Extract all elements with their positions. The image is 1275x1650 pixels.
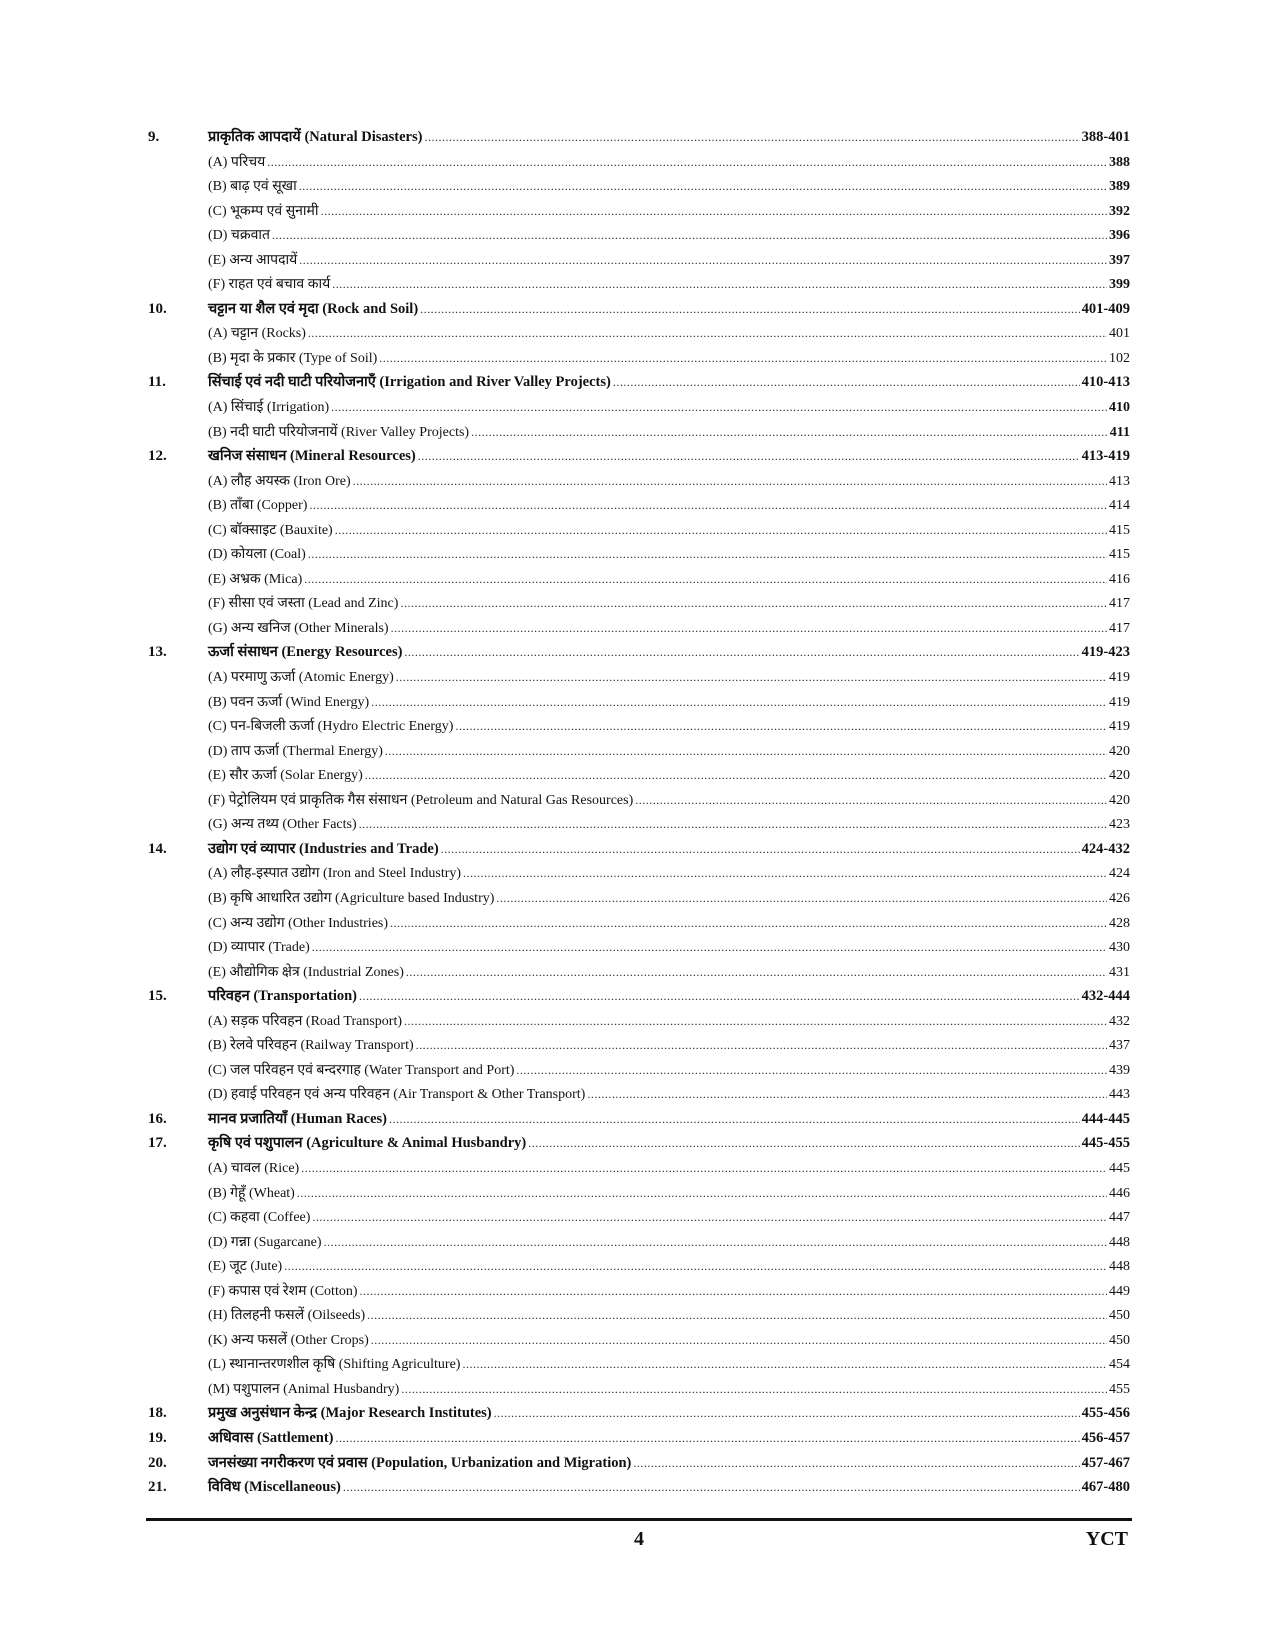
page-range: 448 xyxy=(1109,1259,1130,1275)
toc-section-row xyxy=(148,1033,1130,1058)
toc-section-row xyxy=(148,1205,1130,1230)
chapter-number: 10. xyxy=(148,300,167,317)
brand-mark: YCT xyxy=(1085,1528,1128,1550)
dot-leader xyxy=(587,1082,1107,1107)
toc-section-row xyxy=(148,1254,1130,1279)
toc-section-row xyxy=(148,199,1130,224)
page-range: 445-455 xyxy=(1081,1135,1130,1152)
dot-leader xyxy=(613,370,1080,395)
toc-section-row xyxy=(148,911,1130,936)
chapter-number: 20. xyxy=(148,1454,167,1471)
page-range: 420 xyxy=(1109,768,1130,784)
section-title: (F) सीसा एवं जस्ता (Lead and Zinc) xyxy=(208,596,399,612)
section-title: (C) भूकम्प एवं सुनामी xyxy=(208,203,319,219)
toc-chapter-row xyxy=(148,1107,1130,1132)
page-range: 413 xyxy=(1109,473,1130,489)
toc-chapter-row xyxy=(148,444,1130,469)
chapter-title: विविध (Miscellaneous) xyxy=(208,1479,341,1496)
section-title: (F) पेट्रोलियम एवं प्राकृतिक गैस संसाधन (Petroleum and Natural Gas Resources) xyxy=(208,792,634,808)
toc-chapter-row xyxy=(148,640,1130,665)
section-title: (A) लौह अयस्क (Iron Ore) xyxy=(208,473,351,489)
toc-chapter-row xyxy=(148,370,1130,395)
dot-leader xyxy=(455,714,1107,739)
toc-section-row xyxy=(148,1009,1130,1034)
section-title: (G) अन्य तथ्य (Other Facts) xyxy=(208,817,357,833)
toc-section-row xyxy=(148,223,1130,248)
toc-section-row xyxy=(148,960,1130,985)
page-range: 430 xyxy=(1109,940,1130,956)
dot-leader xyxy=(360,1279,1108,1304)
page-range: 397 xyxy=(1109,252,1130,268)
dot-leader xyxy=(272,223,1107,248)
toc-section-row xyxy=(148,321,1130,346)
page-range: 457-467 xyxy=(1081,1454,1130,1471)
page-range: 419-423 xyxy=(1081,644,1130,661)
page-range: 420 xyxy=(1109,743,1130,759)
dot-leader xyxy=(299,174,1107,199)
dot-leader xyxy=(389,1107,1080,1132)
page-range: 417 xyxy=(1109,620,1130,636)
page-range: 401-409 xyxy=(1081,300,1130,317)
dot-leader xyxy=(324,1230,1107,1255)
toc-section-row xyxy=(148,788,1130,813)
page-range: 432 xyxy=(1109,1013,1130,1029)
page-range: 424-432 xyxy=(1081,840,1130,857)
page-range: 455 xyxy=(1109,1381,1130,1397)
toc-section-row xyxy=(148,665,1130,690)
chapter-number: 18. xyxy=(148,1405,167,1422)
page-range: 411 xyxy=(1109,424,1130,440)
toc-chapter-row xyxy=(148,1451,1130,1476)
dot-leader xyxy=(312,1205,1107,1230)
section-title: (A) लौह-इस्पात उद्योग (Iron and Steel Industry) xyxy=(208,866,462,882)
dot-leader xyxy=(267,150,1107,175)
dot-leader xyxy=(299,248,1107,273)
dot-leader xyxy=(633,1451,1079,1476)
toc-section-row xyxy=(148,493,1130,518)
toc-section-row xyxy=(148,616,1130,641)
toc-section-row xyxy=(148,174,1130,199)
section-title: (A) चट्टान (Rocks) xyxy=(208,326,306,342)
toc-chapter-row xyxy=(148,1475,1130,1500)
section-title: (A) सिंचाई (Irrigation) xyxy=(208,400,330,416)
dot-leader xyxy=(400,591,1107,616)
toc-section-row xyxy=(148,935,1130,960)
toc-section-row xyxy=(148,469,1130,494)
dot-leader xyxy=(353,469,1107,494)
toc-section-row xyxy=(148,739,1130,764)
dot-leader xyxy=(297,1181,1107,1206)
chapter-number: 14. xyxy=(148,840,167,857)
dot-leader xyxy=(331,395,1107,420)
dot-leader xyxy=(332,272,1107,297)
page-range: 423 xyxy=(1109,817,1130,833)
page-range: 419 xyxy=(1109,670,1130,686)
toc-section-row xyxy=(148,591,1130,616)
section-title: (E) औद्योगिक क्षेत्र (Industrial Zones) xyxy=(208,964,404,980)
page-range: 419 xyxy=(1109,694,1130,710)
dot-leader xyxy=(367,1303,1107,1328)
section-title: (E) जूट (Jute) xyxy=(208,1259,283,1275)
section-title: (A) परिचय xyxy=(208,154,266,170)
section-title: (B) बाढ़ एवं सूखा xyxy=(208,179,297,195)
dot-leader xyxy=(420,297,1079,322)
section-title: (A) सड़क परिवहन (Road Transport) xyxy=(208,1013,402,1029)
dot-leader xyxy=(365,763,1107,788)
page-range: 443 xyxy=(1109,1087,1130,1103)
dot-leader xyxy=(312,935,1107,960)
toc-section-row xyxy=(148,812,1130,837)
chapter-number: 19. xyxy=(148,1429,167,1446)
page-range: 399 xyxy=(1109,277,1130,293)
page-range: 444-445 xyxy=(1081,1110,1130,1127)
dot-leader xyxy=(390,911,1107,936)
page-footer xyxy=(146,1528,1132,1558)
toc-section-row xyxy=(148,346,1130,371)
dot-leader xyxy=(471,420,1108,445)
dot-leader xyxy=(516,1058,1107,1083)
toc-chapter-row xyxy=(148,1426,1130,1451)
toc-section-row xyxy=(148,420,1130,445)
toc-section-row xyxy=(148,763,1130,788)
dot-leader xyxy=(401,1377,1107,1402)
page-range: 388-401 xyxy=(1081,129,1130,145)
chapter-number: 11. xyxy=(148,374,166,391)
toc-section-row xyxy=(148,1181,1130,1206)
dot-leader xyxy=(496,886,1107,911)
dot-leader xyxy=(391,616,1107,641)
chapter-number: 13. xyxy=(148,644,167,661)
page-range: 428 xyxy=(1109,915,1130,931)
toc-section-row xyxy=(148,1058,1130,1083)
section-title: (C) बॉक्साइट (Bauxite) xyxy=(208,522,333,538)
dot-leader xyxy=(385,739,1107,764)
toc-section-row xyxy=(148,1082,1130,1107)
chapter-number: 15. xyxy=(148,988,167,1005)
dot-leader xyxy=(309,493,1107,518)
footer-rule xyxy=(146,1518,1132,1521)
section-title: (E) अन्य आपदायें xyxy=(208,252,298,268)
page-range: 450 xyxy=(1109,1332,1130,1348)
page-range: 448 xyxy=(1109,1234,1130,1250)
page-range: 401 xyxy=(1109,326,1130,342)
chapter-title: उद्योग एवं व्यापार (Industries and Trade) xyxy=(208,840,439,857)
dot-leader xyxy=(424,125,1079,150)
page-range: 449 xyxy=(1109,1283,1130,1299)
toc-section-row xyxy=(148,1156,1130,1181)
toc-section-row xyxy=(148,1377,1130,1402)
toc-chapter-row xyxy=(148,1131,1130,1156)
chapter-number: 9. xyxy=(148,129,160,145)
page-range: 414 xyxy=(1109,498,1130,514)
dot-leader xyxy=(528,1131,1079,1156)
dot-leader xyxy=(308,542,1107,567)
page-range: 424 xyxy=(1109,866,1130,882)
chapter-number: 17. xyxy=(148,1135,167,1152)
page-range: 450 xyxy=(1109,1308,1130,1324)
page-range: 446 xyxy=(1109,1185,1130,1201)
chapter-title: ऊर्जा संसाधन (Energy Resources) xyxy=(208,644,403,661)
dot-leader xyxy=(371,1328,1107,1353)
page-range: 439 xyxy=(1109,1062,1130,1078)
dot-leader xyxy=(321,199,1107,224)
section-title: (D) व्यापार (Trade) xyxy=(208,940,310,956)
section-title: (F) कपास एवं रेशम (Cotton) xyxy=(208,1283,358,1299)
section-title: (E) सौर ऊर्जा (Solar Energy) xyxy=(208,768,363,784)
toc-section-row xyxy=(148,518,1130,543)
page-range: 415 xyxy=(1109,547,1130,563)
page-range: 467-480 xyxy=(1081,1479,1130,1496)
dot-leader xyxy=(416,1033,1107,1058)
dot-leader xyxy=(335,518,1107,543)
page-range: 415 xyxy=(1109,522,1130,538)
page-range: 389 xyxy=(1109,179,1130,195)
page-range: 417 xyxy=(1109,596,1130,612)
page-range: 410-413 xyxy=(1081,374,1130,391)
page-range: 413-419 xyxy=(1081,448,1130,465)
page-number: 4 xyxy=(634,1528,644,1550)
dot-leader xyxy=(404,640,1079,665)
section-title: (D) गन्ना (Sugarcane) xyxy=(208,1234,322,1250)
section-title: (E) अभ्रक (Mica) xyxy=(208,571,303,587)
page-range: 447 xyxy=(1109,1210,1130,1226)
toc-section-row xyxy=(148,690,1130,715)
dot-leader xyxy=(462,1352,1107,1377)
page-range: 420 xyxy=(1109,792,1130,808)
table-of-contents xyxy=(148,125,1130,1500)
toc-chapter-row xyxy=(148,1401,1130,1426)
dot-leader xyxy=(404,1009,1107,1034)
page-range: 388 xyxy=(1109,154,1130,170)
section-title: (B) मृदा के प्रकार (Type of Soil) xyxy=(208,350,378,366)
section-title: (F) राहत एवं बचाव कार्य xyxy=(208,277,331,293)
page-range: 456-457 xyxy=(1081,1429,1130,1446)
section-title: (C) कहवा (Coffee) xyxy=(208,1210,311,1226)
section-title: (D) चक्रवात xyxy=(208,228,270,244)
toc-section-row xyxy=(148,150,1130,175)
chapter-title: चट्टान या शैल एवं मृदा (Rock and Soil) xyxy=(208,300,419,317)
toc-chapter-row xyxy=(148,297,1130,322)
dot-leader xyxy=(494,1401,1080,1426)
chapter-number: 21. xyxy=(148,1479,167,1496)
toc-section-row xyxy=(148,886,1130,911)
toc-section-row xyxy=(148,1328,1130,1353)
dot-leader xyxy=(406,960,1107,985)
chapter-title: परिवहन (Transportation) xyxy=(208,988,358,1005)
page-range: 437 xyxy=(1109,1038,1130,1054)
section-title: (C) जल परिवहन एवं बन्दरगाह (Water Transport and Port) xyxy=(208,1062,515,1078)
dot-leader xyxy=(359,812,1107,837)
toc-chapter-row xyxy=(148,837,1130,862)
chapter-title: प्रमुख अनुसंधान केन्द्र (Major Research Institutes) xyxy=(208,1405,492,1422)
toc-section-row xyxy=(148,248,1130,273)
section-title: (B) ताँबा (Copper) xyxy=(208,498,308,514)
page-range: 396 xyxy=(1109,228,1130,244)
toc-section-row xyxy=(148,1230,1130,1255)
section-title: (B) रेलवे परिवहन (Railway Transport) xyxy=(208,1038,414,1054)
toc-section-row xyxy=(148,272,1130,297)
page-range: 426 xyxy=(1109,890,1130,906)
toc-section-row xyxy=(148,861,1130,886)
dot-leader xyxy=(463,861,1107,886)
dot-leader xyxy=(359,984,1080,1009)
section-title: (B) कृषि आधारित उद्योग (Agriculture based Industry) xyxy=(208,890,495,906)
section-title: (D) कोयला (Coal) xyxy=(208,547,306,563)
page-range: 392 xyxy=(1109,203,1130,219)
toc-chapter-row xyxy=(148,125,1130,150)
toc-section-row xyxy=(148,714,1130,739)
dot-leader xyxy=(379,346,1107,371)
toc-section-row xyxy=(148,567,1130,592)
section-title: (D) ताप ऊर्जा (Thermal Energy) xyxy=(208,743,383,759)
section-title: (D) हवाई परिवहन एवं अन्य परिवहन (Air Transport & Other Transport) xyxy=(208,1087,586,1103)
dot-leader xyxy=(336,1426,1080,1451)
dot-leader xyxy=(343,1475,1080,1500)
toc-section-row xyxy=(148,395,1130,420)
dot-leader xyxy=(308,321,1107,346)
chapter-number: 12. xyxy=(148,448,167,465)
section-title: (C) पन-बिजली ऊर्जा (Hydro Electric Energy) xyxy=(208,719,454,735)
dot-leader xyxy=(301,1156,1107,1181)
section-title: (G) अन्य खनिज (Other Minerals) xyxy=(208,620,389,636)
section-title: (B) नदी घाटी परियोजनायें (River Valley Projects) xyxy=(208,424,470,440)
dot-leader xyxy=(441,837,1080,862)
toc-section-row xyxy=(148,1279,1130,1304)
dot-leader xyxy=(635,788,1107,813)
dot-leader xyxy=(284,1254,1107,1279)
page-range: 454 xyxy=(1109,1357,1130,1373)
chapter-title: जनसंख्या नगरीकरण एवं प्रवास (Population, Urbanization and Migration) xyxy=(208,1454,632,1471)
chapter-title: मानव प्रजातियाँ (Human Races) xyxy=(208,1110,387,1127)
chapter-title: प्राकृतिक आपदायें (Natural Disasters) xyxy=(208,129,423,145)
page-range: 102 xyxy=(1109,350,1130,366)
toc-section-row xyxy=(148,1352,1130,1377)
section-title: (H) तिलहनी फसलें (Oilseeds) xyxy=(208,1308,366,1324)
page-range: 431 xyxy=(1109,964,1130,980)
dot-leader xyxy=(304,567,1107,592)
toc-chapter-row xyxy=(148,984,1130,1009)
chapter-title: सिंचाई एवं नदी घाटी परियोजनाएँ (Irrigation and River Valley Projects) xyxy=(208,374,611,391)
section-title: (L) स्थानान्तरणशील कृषि (Shifting Agriculture) xyxy=(208,1357,461,1373)
page-range: 445 xyxy=(1109,1160,1130,1176)
dot-leader xyxy=(371,690,1107,715)
chapter-number: 16. xyxy=(148,1110,167,1127)
section-title: (C) अन्य उद्योग (Other Industries) xyxy=(208,915,389,931)
chapter-title: खनिज संसाधन (Mineral Resources) xyxy=(208,448,416,465)
page-range: 416 xyxy=(1109,571,1130,587)
section-title: (B) गेहूँ (Wheat) xyxy=(208,1185,295,1201)
page-range: 455-456 xyxy=(1081,1405,1130,1422)
dot-leader xyxy=(418,444,1080,469)
dot-leader xyxy=(396,665,1107,690)
page-range: 432-444 xyxy=(1081,988,1130,1005)
section-title: (A) चावल (Rice) xyxy=(208,1160,300,1176)
toc-section-row xyxy=(148,542,1130,567)
toc-section-row xyxy=(148,1303,1130,1328)
section-title: (A) परमाणु ऊर्जा (Atomic Energy) xyxy=(208,670,394,686)
section-title: (K) अन्य फसलें (Other Crops) xyxy=(208,1332,369,1348)
chapter-title: अधिवास (Sattlement) xyxy=(208,1429,334,1446)
page-range: 419 xyxy=(1109,719,1130,735)
section-title: (M) पशुपालन (Animal Husbandry) xyxy=(208,1381,400,1397)
page-range: 410 xyxy=(1109,400,1130,416)
section-title: (B) पवन ऊर्जा (Wind Energy) xyxy=(208,694,370,710)
chapter-title: कृषि एवं पशुपालन (Agriculture & Animal Husbandry) xyxy=(208,1135,527,1152)
